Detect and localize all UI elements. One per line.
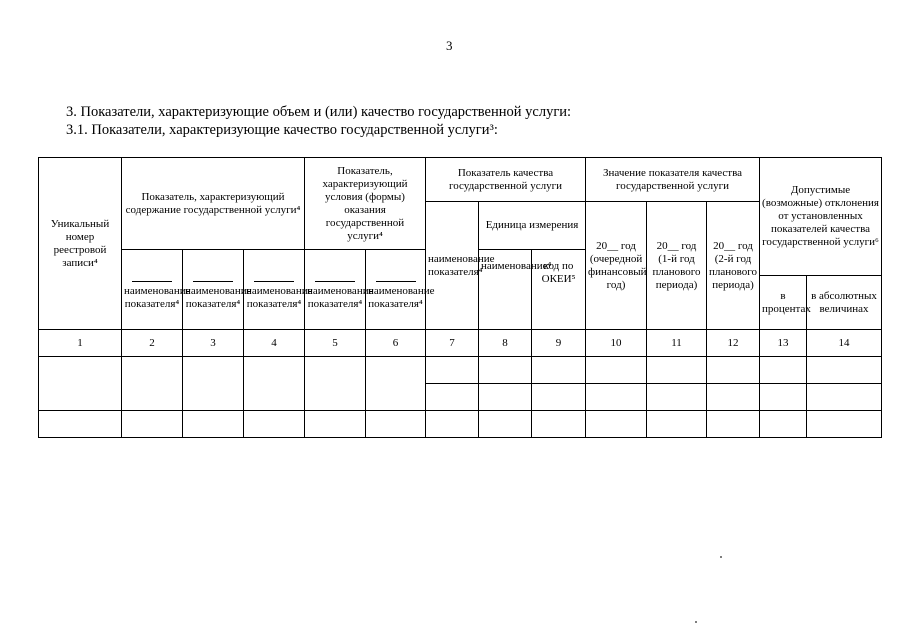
table-cell[interactable] [807,411,882,438]
table-cell[interactable] [479,384,532,411]
column-number: 9 [532,330,586,357]
column-number: 3 [183,330,244,357]
quality-indicator-header: Показатель качества государственной услуги [426,158,586,202]
table-cell[interactable] [366,411,426,438]
column-number: 2 [122,330,183,357]
content-indicator-name-2: наименование показателя⁴ [183,250,244,330]
year-first-plan-header: 20__ год (1-й год планового периода) [647,202,707,330]
table-cell[interactable] [532,411,586,438]
table-cell[interactable] [707,357,760,384]
registry-number-header: Уникальный номер реестровой записи⁴ [39,158,122,330]
deviation-percent-header: в процентах [760,276,807,330]
table-cell[interactable] [366,357,426,411]
content-indicator-header: Показатель, характеризующий содержание государственной услуги⁴ [122,158,305,250]
table-cell[interactable] [647,357,707,384]
column-number: 10 [586,330,647,357]
conditions-indicator-header: Показатель, характеризующий условия (формы) оказания государственной услуги⁴ [305,158,426,250]
table-cell[interactable] [647,411,707,438]
table-cell[interactable] [183,357,244,411]
year-current-header: 20__ год (очередной финансовый год) [586,202,647,330]
content-indicator-name-1: наименование показателя⁴ [122,250,183,330]
unit-of-measure-header: Единица измерения [479,202,586,250]
column-number: 4 [244,330,305,357]
table-cell[interactable] [760,384,807,411]
table-cell[interactable] [426,384,479,411]
conditions-indicator-name-1: наименование показателя⁴ [305,250,366,330]
table-cell[interactable] [647,384,707,411]
content-indicator-name-3: наименование показателя⁴ [244,250,305,330]
column-number: 1 [39,330,122,357]
table-cell[interactable] [586,384,647,411]
year-second-plan-header: 20__ год (2-й год планового периода) [707,202,760,330]
allowed-deviation-header: Допустимые (возможные) отклонения от установленных показателей качества государственной услуги⁶ [760,158,882,276]
page-number: 3 [446,38,453,53]
table-cell[interactable] [807,384,882,411]
table-cell[interactable] [426,357,479,384]
table-cell[interactable] [39,411,122,438]
column-number: 7 [426,330,479,357]
table-cell[interactable] [122,411,183,438]
table-cell[interactable] [707,411,760,438]
table-cell[interactable] [426,411,479,438]
column-number: 6 [366,330,426,357]
column-number: 14 [807,330,882,357]
scan-speck [720,556,722,558]
conditions-indicator-name-2: наименование показателя⁴ [366,250,426,330]
table-cell[interactable] [479,357,532,384]
subsection-heading: 3.1. Показатели, характеризующие качество государственной услуги³: [66,122,498,138]
table-cell[interactable] [807,357,882,384]
table-cell[interactable] [532,357,586,384]
okei-code-header: код по ОКЕИ⁵ [532,250,586,330]
column-number: 11 [647,330,707,357]
table-cell[interactable] [305,357,366,411]
table-cell[interactable] [760,357,807,384]
table-cell[interactable] [183,411,244,438]
column-number: 12 [707,330,760,357]
table-cell[interactable] [122,357,183,411]
column-number: 8 [479,330,532,357]
table-cell[interactable] [532,384,586,411]
column-number: 13 [760,330,807,357]
table-row [39,411,882,438]
table-cell[interactable] [244,357,305,411]
table-cell[interactable] [479,411,532,438]
table-cell[interactable] [760,411,807,438]
column-number-row [39,330,882,357]
column-number: 5 [305,330,366,357]
table-cell[interactable] [244,411,305,438]
scan-speck [695,621,697,623]
quality-indicator-name-header: наименование показателя⁴ [426,202,479,330]
table-cell[interactable] [586,411,647,438]
table-cell[interactable] [707,384,760,411]
table-cell[interactable] [586,357,647,384]
table-cell[interactable] [305,411,366,438]
quality-indicators-table [38,157,882,438]
indicator-value-header: Значение показателя качества государственной услуги [586,158,760,202]
table-row [39,357,882,384]
deviation-absolute-header: в абсолютных величинах [807,276,882,330]
table-cell[interactable] [39,357,122,411]
section-heading: 3. Показатели, характеризующие объем и (или) качество государственной услуги: [66,104,572,120]
unit-name-header: наименование⁴ [479,250,532,330]
